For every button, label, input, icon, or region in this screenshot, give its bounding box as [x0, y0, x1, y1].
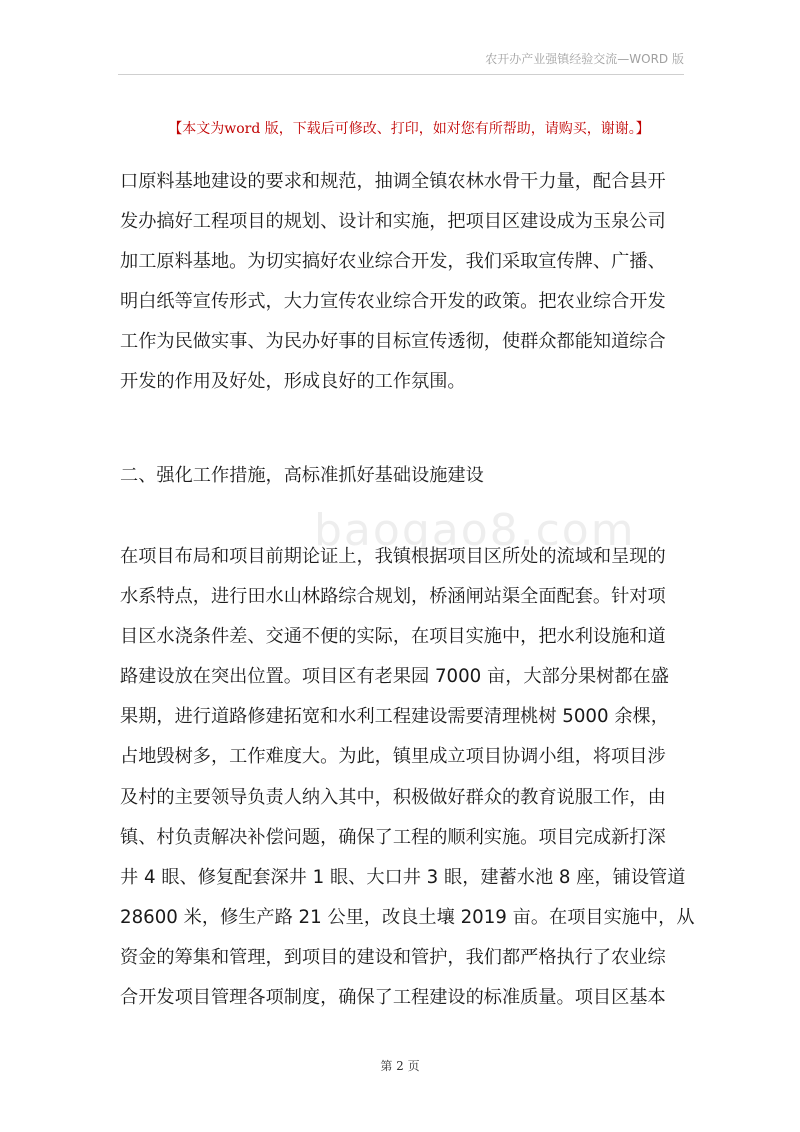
- paragraph-line: 明白纸等宣传形式，大力宣传农业综合开发的政策。把农业综合开发: [120, 291, 666, 313]
- paragraph-line: 在项目布局和项目前期论证上，我镇根据项目区所处的流域和呈现的: [120, 546, 666, 567]
- paragraph-line: 井 4 眼、修复配套深井 1 眼、大口井 3 眼，建蓄水池 8 座，铺设管道: [120, 866, 686, 888]
- paragraph-line: 及村的主要领导负责人纳入其中，积极做好群众的教育说服工作，由: [120, 786, 666, 808]
- paragraph-line: 果期，进行道路修建拓宽和水利工程建设需要清理桃树 5000 余棵，: [120, 706, 669, 728]
- paragraph-1: [120, 162, 690, 403]
- watermark: baogao8.com: [314, 505, 636, 556]
- paragraph-2: [120, 537, 695, 1018]
- paragraph-line: 路建设放在突出位置。项目区有老果园 7000 亩，大部分果树都在盛: [120, 666, 669, 688]
- paragraph-line: 资金的筹集和管理，到项目的建设和管护，我们都严格执行了农业综: [120, 946, 666, 968]
- paragraph-line: 28600 米，修生产路 21 公里，改良土壤 2019 亩。在项目实施中，从: [120, 906, 695, 928]
- page-number: 第 2 页: [380, 1059, 420, 1073]
- paragraph-line: 镇、村负责解决补偿问题，确保了工程的顺利实施。项目完成新打深: [120, 826, 666, 848]
- paragraph-line: 目区水浇条件差、交通不便的实际，在项目实施中，把水利设施和道: [120, 626, 666, 648]
- section-heading: 二、强化工作措施，高标准抓好基础设施建设: [120, 465, 484, 486]
- purchase-notice: 【本文为word 版，下载后可修改、打印，如对您有所帮助，请购买，谢谢。】: [168, 121, 650, 137]
- paragraph-line: 加工原料基地。为切实搞好农业综合开发，我们采取宣传牌、广播、: [120, 251, 666, 273]
- paragraph-line: 占地毁树多，工作难度大。为此，镇里成立项目协调小组，将项目涉: [120, 746, 666, 768]
- paragraph-line: 开发的作用及好处，形成良好的工作氛围。: [120, 371, 466, 393]
- paragraph-line: 工作为民做实事、为民办好事的目标宣传透彻，使群众都能知道综合: [120, 331, 666, 353]
- paragraph-line: 口原料基地建设的要求和规范，抽调全镇农林水骨干力量，配合县开: [120, 171, 666, 192]
- paragraph-line: 合开发项目管理各项制度，确保了工程建设的标准质量。项目区基本: [120, 987, 666, 1009]
- page-header: 农开办产业强镇经验交流—WORD 版: [118, 50, 684, 75]
- paragraph-line: 发办搞好工程项目的规划、设计和实施，把项目区建设成为玉泉公司: [120, 211, 666, 233]
- paragraph-line: 水系特点，进行田水山林路综合规划，桥涵闸站渠全面配套。针对项: [120, 586, 666, 608]
